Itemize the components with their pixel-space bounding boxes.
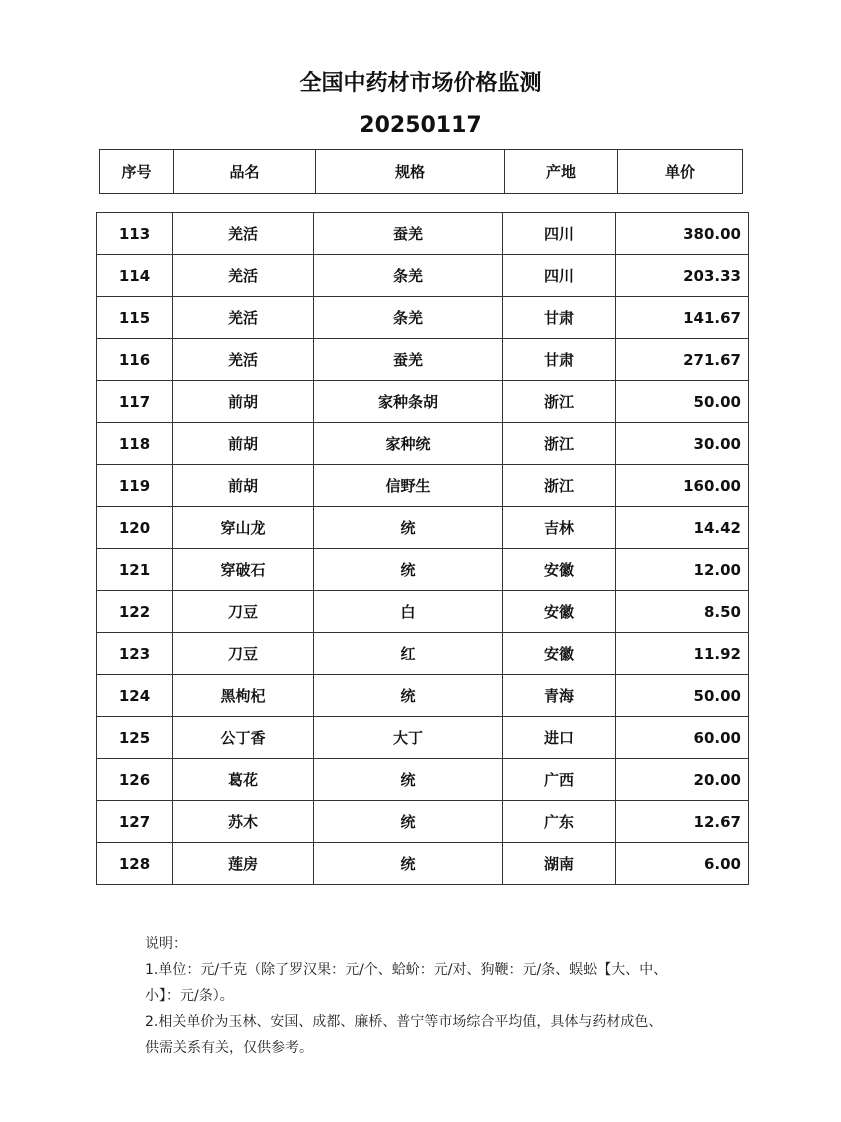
cell-name: 黑枸杞 (173, 675, 314, 717)
cell-origin: 甘肃 (503, 297, 616, 339)
notes-heading: 说明： (145, 936, 187, 952)
cell-spec: 信野生 (314, 465, 503, 507)
cell-spec: 家种统 (314, 423, 503, 465)
cell-number: 128 (97, 843, 173, 885)
cell-price: 160.00 (616, 465, 749, 507)
header-row (100, 150, 743, 194)
page-title: 全国中药材市场价格监测 (299, 71, 542, 96)
table-row (97, 801, 749, 843)
cell-spec: 统 (314, 759, 503, 801)
cell-name: 公丁香 (173, 717, 314, 759)
cell-name: 刀豆 (173, 591, 314, 633)
cell-origin: 安徽 (503, 549, 616, 591)
cell-origin: 浙江 (503, 381, 616, 423)
cell-origin: 吉林 (503, 507, 616, 549)
cell-name: 羌活 (173, 339, 314, 381)
cell-number: 126 (97, 759, 173, 801)
cell-spec: 蚕羌 (314, 339, 503, 381)
cell-name: 葛花 (173, 759, 314, 801)
report-date: 20250117 (359, 113, 482, 138)
cell-name: 前胡 (173, 381, 314, 423)
table-row (97, 339, 749, 381)
cell-spec: 大丁 (314, 717, 503, 759)
table-row (97, 759, 749, 801)
cell-origin: 浙江 (503, 423, 616, 465)
cell-number: 122 (97, 591, 173, 633)
notes-line: 供需关系有关，仅供参考。 (145, 1040, 313, 1056)
cell-spec: 红 (314, 633, 503, 675)
cell-price: 380.00 (616, 213, 749, 255)
notes-line: 小】：元/条）。 (145, 988, 234, 1004)
cell-number: 114 (97, 255, 173, 297)
table-row (97, 255, 749, 297)
cell-number: 113 (97, 213, 173, 255)
cell-origin: 安徽 (503, 591, 616, 633)
cell-price: 6.00 (616, 843, 749, 885)
cell-name: 穿破石 (173, 549, 314, 591)
cell-number: 115 (97, 297, 173, 339)
cell-name: 羌活 (173, 213, 314, 255)
table-row (97, 297, 749, 339)
table-row (97, 591, 749, 633)
cell-number: 127 (97, 801, 173, 843)
cell-spec: 蚕羌 (314, 213, 503, 255)
cell-number: 120 (97, 507, 173, 549)
header-cell-price: 单价 (618, 150, 743, 194)
column-header-table (99, 149, 743, 194)
cell-number: 118 (97, 423, 173, 465)
cell-spec: 条羌 (314, 297, 503, 339)
cell-name: 前胡 (173, 465, 314, 507)
cell-number: 119 (97, 465, 173, 507)
price-table-body (97, 213, 749, 885)
table-row (97, 507, 749, 549)
cell-origin: 甘肃 (503, 339, 616, 381)
cell-name: 羌活 (173, 255, 314, 297)
cell-origin: 广西 (503, 759, 616, 801)
cell-price: 20.00 (616, 759, 749, 801)
table-row (97, 843, 749, 885)
cell-price: 12.67 (616, 801, 749, 843)
cell-price: 12.00 (616, 549, 749, 591)
cell-price: 30.00 (616, 423, 749, 465)
cell-price: 203.33 (616, 255, 749, 297)
cell-number: 125 (97, 717, 173, 759)
cell-spec: 条羌 (314, 255, 503, 297)
cell-origin: 浙江 (503, 465, 616, 507)
cell-name: 羌活 (173, 297, 314, 339)
table-row (97, 633, 749, 675)
header-cell-number: 序号 (100, 150, 174, 194)
cell-name: 苏木 (173, 801, 314, 843)
cell-origin: 湖南 (503, 843, 616, 885)
cell-spec: 统 (314, 843, 503, 885)
table-row (97, 213, 749, 255)
cell-name: 刀豆 (173, 633, 314, 675)
notes-section (145, 931, 705, 1061)
price-table (96, 212, 749, 885)
table-row (97, 717, 749, 759)
cell-name: 穿山龙 (173, 507, 314, 549)
table-row (97, 381, 749, 423)
header-cell-name: 品名 (174, 150, 316, 194)
header-cell-spec: 规格 (316, 150, 505, 194)
notes-line: 2.相关单价为玉林、安国、成都、廉桥、普宁等市场综合平均值，具体与药材成色、 (145, 1014, 663, 1030)
table-row (97, 549, 749, 591)
cell-name: 前胡 (173, 423, 314, 465)
cell-origin: 进口 (503, 717, 616, 759)
cell-price: 271.67 (616, 339, 749, 381)
cell-origin: 青海 (503, 675, 616, 717)
cell-number: 123 (97, 633, 173, 675)
cell-number: 121 (97, 549, 173, 591)
cell-spec: 统 (314, 549, 503, 591)
cell-price: 8.50 (616, 591, 749, 633)
cell-spec: 白 (314, 591, 503, 633)
cell-origin: 四川 (503, 255, 616, 297)
cell-number: 117 (97, 381, 173, 423)
cell-number: 116 (97, 339, 173, 381)
cell-price: 141.67 (616, 297, 749, 339)
cell-origin: 广东 (503, 801, 616, 843)
cell-spec: 统 (314, 507, 503, 549)
cell-price: 60.00 (616, 717, 749, 759)
notes-line: 1.单位：元/千克（除了罗汉果：元/个、蛤蚧：元/对、狗鞭：元/条、蜈蚣【大、中、 (145, 962, 668, 978)
cell-number: 124 (97, 675, 173, 717)
table-row (97, 423, 749, 465)
cell-spec: 统 (314, 801, 503, 843)
cell-price: 11.92 (616, 633, 749, 675)
cell-origin: 四川 (503, 213, 616, 255)
cell-name: 莲房 (173, 843, 314, 885)
cell-price: 14.42 (616, 507, 749, 549)
table-row (97, 675, 749, 717)
cell-spec: 家种条胡 (314, 381, 503, 423)
cell-origin: 安徽 (503, 633, 616, 675)
cell-price: 50.00 (616, 381, 749, 423)
cell-price: 50.00 (616, 675, 749, 717)
header-cell-origin: 产地 (505, 150, 618, 194)
cell-spec: 统 (314, 675, 503, 717)
table-row (97, 465, 749, 507)
